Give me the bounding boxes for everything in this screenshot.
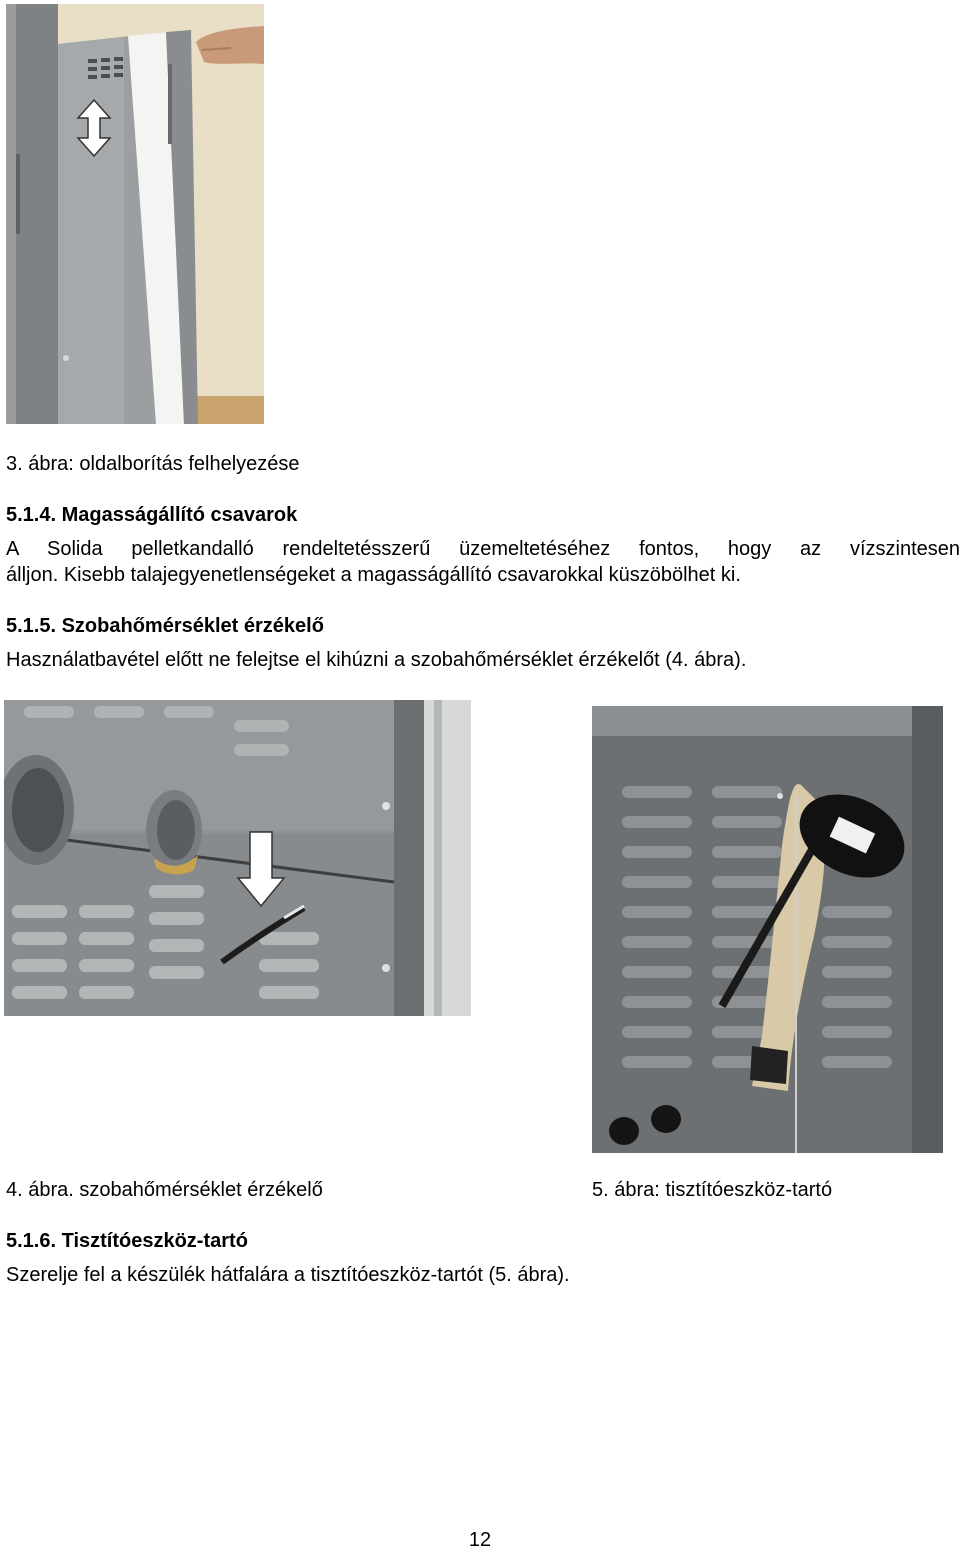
- section-5-1-4-text-line2: álljon. Kisebb talajegyenetlenségeket a magasságállító csavarokkal küszöbölhet ki.: [6, 564, 741, 586]
- section-5-1-4-heading: 5.1.4. Magasságállító csavarok: [6, 504, 298, 526]
- figure-3-caption: 3. ábra: oldalborítás felhelyezése: [6, 453, 300, 475]
- figure-5-photo: [592, 706, 943, 1153]
- section-5-1-6-heading: 5.1.6. Tisztítóeszköz-tartó: [6, 1230, 248, 1252]
- page-number: 12: [468, 1529, 492, 1551]
- section-5-1-6-text: Szerelje fel a készülék hátfalára a tisztítóeszköz-tartót (5. ábra).: [6, 1264, 570, 1286]
- figure-4-caption: 4. ábra. szobahőmérséklet érzékelő: [6, 1179, 323, 1201]
- section-5-1-5-heading: 5.1.5. Szobahőmérséklet érzékelő: [6, 615, 324, 637]
- figure-3-photo: [6, 4, 264, 424]
- section-5-1-4-text-line1: A Solida pelletkandalló rendeltetésszerű üzemeltetéséhez fontos, hogy az vízszintesen: [6, 538, 960, 560]
- figure-5-caption: 5. ábra: tisztítóeszköz-tartó: [592, 1179, 833, 1201]
- section-5-1-5-text: Használatbavétel előtt ne felejtse el kihúzni a szobahőmérséklet érzékelőt (4. ábra).: [6, 649, 747, 671]
- figure-4-photo: [4, 700, 471, 1016]
